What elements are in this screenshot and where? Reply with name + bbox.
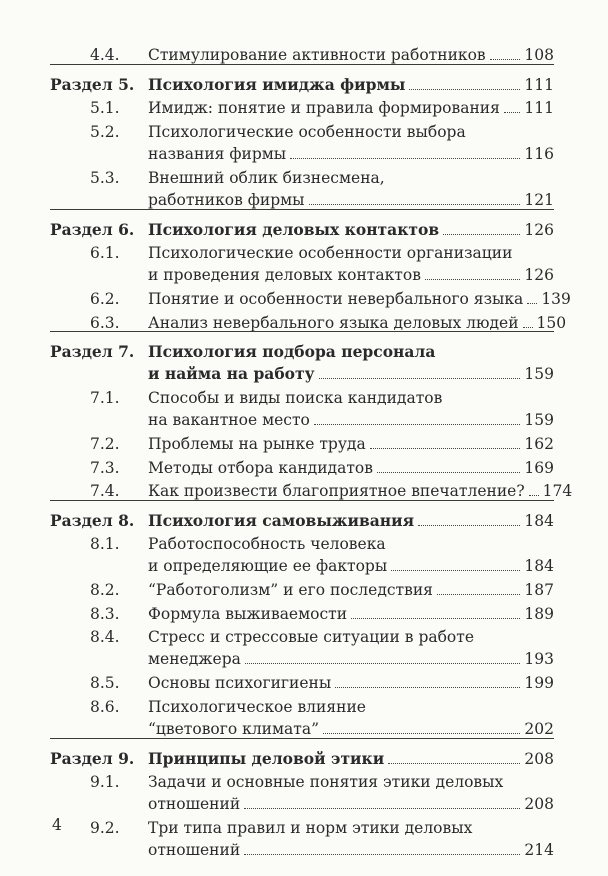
entry-title-line [148,817,554,839]
section-divider [50,738,554,739]
toc-subsection-entry [0,44,608,70]
dot-leader [425,279,520,280]
entry-title [148,510,554,532]
entry-page-number: 126 [524,266,554,284]
entry-title-text: Как произвести благоприятное впечатление? [148,482,525,500]
entry-title-text: Психологические особенности выбора [148,122,466,141]
entry-title [148,696,554,740]
entry-title-text: “цветового климата” [148,719,320,738]
dot-leader [409,89,520,90]
entry-title-text: Методы отбора кандидатов [148,458,373,477]
toc-subsection-entry [0,533,608,575]
entry-page-number: 202 [524,719,554,738]
toc-subsection-entry [0,603,608,629]
dot-leader [443,234,520,235]
entry-title-line [148,433,554,455]
entry-title-line [148,264,554,286]
entry-title-text: Основы психогигиены [148,674,332,692]
subsection-number: 8.1. [90,535,120,553]
entry-title-text: и найма на работу [148,364,315,383]
subsection-number: 9.1. [90,773,120,791]
entry-title-text: Задачи и основные понятия этики деловых [148,773,504,791]
entry-page-number: 184 [524,557,554,575]
entry-title-text: Внешний облик бизнесмена, [148,168,385,187]
entry-title-text: и определяющие ее факторы [148,557,388,575]
entry-title [148,167,554,211]
entry-title-line [148,242,554,264]
entry-page-number: 159 [524,411,554,429]
dot-leader [437,594,520,595]
entry-title-text: Способы и виды поиска кандидатов [148,389,443,407]
entry-title-line [148,839,554,861]
entry-title-line [148,718,554,740]
toc-subsection-entry [0,480,608,506]
entry-title-text: Принципы деловой этики [148,748,385,768]
section-label: Раздел 8. [50,510,135,530]
toc-subsection-entry [0,312,608,338]
toc-section-entry [0,510,608,536]
subsection-number: 8.5. [90,674,120,692]
toc-subsection-entry [0,579,608,605]
entry-title-line [148,363,554,385]
entry-title-text: Стимулирование активности работников [148,46,486,64]
dot-leader [418,525,520,526]
entry-title-line [148,189,554,211]
entry-title [148,433,554,455]
dot-leader [309,204,521,205]
subsection-number: 7.4. [90,482,120,500]
dot-leader [314,424,521,425]
subsection-number: 6.1. [90,244,120,262]
entry-title-line [148,555,554,577]
entry-title-text: отношений [148,841,241,859]
entry-page-number: 108 [524,46,554,64]
entry-page-number: 126 [524,220,554,239]
subsection-number: 5.1. [90,99,120,117]
dot-leader [504,112,521,113]
entry-page-number: 162 [524,435,554,453]
entry-title-text: и проведения деловых контактов [148,266,421,284]
section-divider [50,209,554,210]
entry-title [148,457,554,479]
entry-page-number: 111 [524,99,554,117]
toc-subsection-entry [0,242,608,284]
entry-title-text: Три типа правил и норм этики деловых [148,819,473,837]
entry-title [148,121,554,165]
section-divider [50,331,554,332]
entry-title-text: Психологические особенности организации [148,244,513,262]
entry-title-text: Стресс и стрессовые ситуации в работе [148,628,475,646]
dot-leader [245,663,521,664]
entry-title [148,288,571,310]
entry-title [148,748,554,770]
entry-title [148,672,554,694]
dot-leader [319,378,521,379]
entry-title-line [148,648,554,670]
subsection-number: 7.2. [90,435,120,453]
entry-title [148,242,554,286]
entry-title-line [148,288,571,310]
entry-title-text: Проблемы на рынке труда [148,435,366,453]
dot-leader [388,763,520,764]
toc-subsection-entry [0,457,608,483]
entry-title-text: Понятие и особенности невербального языка [148,290,524,308]
toc-subsection-entry [0,433,608,459]
toc-subsection-entry [0,672,608,698]
toc-subsection-entry [0,288,608,314]
entry-page-number: 139 [541,290,571,308]
entry-title [148,626,554,670]
dot-leader [370,448,521,449]
entry-title [148,97,554,119]
dot-leader [529,495,539,496]
entry-page-number: 116 [524,144,554,163]
section-divider [50,64,554,65]
dot-leader [244,854,520,855]
entry-page-number: 199 [524,674,554,692]
entry-title [148,533,554,577]
entry-page-number: 184 [524,511,554,530]
toc-subsection-entry [0,696,608,738]
entry-title-text: работников фирмы [148,190,305,209]
entry-title-text: Формула выживаемости [148,604,348,623]
entry-title [148,387,554,431]
toc-subsection-entry [0,97,608,123]
dot-leader [377,472,520,473]
subsection-number: 5.3. [90,168,120,187]
entry-page-number: 208 [524,795,554,813]
entry-title-text: Имидж: понятие и правила формирования [148,99,500,117]
entry-title [148,341,554,385]
section-label: Раздел 5. [50,74,135,94]
page-number: 4 [52,816,62,834]
subsection-number: 4.4. [90,46,120,64]
entry-page-number: 111 [524,75,554,94]
entry-title-line [148,771,554,793]
subsection-number: 8.3. [90,604,120,623]
entry-title-text: Психологическое влияние [148,697,366,716]
entry-title-line [148,793,554,815]
entry-page-number: 187 [524,581,554,599]
toc-subsection-entry [0,387,608,429]
entry-page-number: 159 [524,365,554,383]
entry-title-text: на вакантное место [148,411,310,429]
subsection-number: 6.2. [90,290,120,308]
dot-leader [527,303,537,304]
entry-title-line [148,74,554,96]
entry-title [148,771,554,815]
section-label: Раздел 9. [50,748,135,768]
subsection-number: 9.2. [90,819,120,837]
entry-page-number: 121 [524,190,554,209]
entry-title-line [148,579,554,601]
entry-title-text: менеджера [148,650,241,668]
toc-subsection-entry [0,817,608,859]
subsection-number: 8.4. [90,628,120,646]
dot-leader [490,59,521,60]
entry-title-line [148,748,554,770]
dot-leader [351,618,520,619]
toc-subsection-entry [0,121,608,163]
entry-title-text: Психология деловых контактов [148,219,440,239]
section-label: Раздел 6. [50,219,135,239]
toc-subsection-entry [0,771,608,813]
subsection-number: 8.2. [90,581,120,599]
entry-title-line [148,387,554,409]
entry-title [148,579,554,601]
entry-title-text: Психология подбора персонала [148,342,436,361]
entry-title-line [148,409,554,431]
dot-leader [523,327,533,328]
entry-page-number: 189 [524,604,554,623]
dot-leader [391,570,520,571]
subsection-number: 5.2. [90,122,120,141]
entry-title-line [148,121,554,143]
entry-title-line [148,626,554,648]
dot-leader [244,808,520,809]
entry-page-number: 169 [524,458,554,477]
entry-title-line [148,533,554,555]
toc-section-entry [0,219,608,245]
entry-title [148,603,554,625]
entry-title [148,74,554,96]
entry-title-line [148,97,554,119]
entry-title [148,219,554,241]
entry-title-line [148,167,554,189]
entry-page-number: 174 [542,482,573,500]
toc-subsection-entry [0,626,608,668]
entry-title-line [148,672,554,694]
toc-section-entry [0,74,608,100]
toc-section-entry [0,341,608,383]
section-label: Раздел 7. [50,342,135,361]
toc-subsection-entry [0,167,608,209]
entry-page-number: 208 [524,749,554,768]
dot-leader [323,733,520,734]
entry-title-line [148,457,554,479]
entry-title-text: отношений [148,795,241,813]
entry-title-text: “Работоголизм” и его последствия [148,581,433,599]
entry-title-line [148,219,554,241]
dot-leader [290,158,520,159]
subsection-number: 7.3. [90,458,120,477]
entry-title-text: Психология имиджа фирмы [148,74,406,94]
section-divider [50,500,554,501]
entry-title-text: Работоспособность человека [148,535,386,553]
subsection-number: 6.3. [90,313,120,332]
subsection-number: 7.1. [90,389,120,407]
dot-leader [335,687,520,688]
entry-page-number: 150 [536,313,567,332]
entry-title-line [148,603,554,625]
entry-title-line [148,696,554,718]
entry-title-text: названия фирмы [148,144,287,163]
entry-title-text: Психология самовыживания [148,510,415,530]
toc-section-entry [0,748,608,774]
entry-title-text: Анализ невербального языка деловых людей [148,313,519,332]
entry-page-number: 214 [524,841,554,859]
entry-title-line [148,510,554,532]
entry-title [148,817,554,861]
entry-title-line [148,341,554,363]
entry-title-line [148,143,554,165]
subsection-number: 8.6. [90,697,120,716]
entry-page-number: 193 [524,650,554,668]
